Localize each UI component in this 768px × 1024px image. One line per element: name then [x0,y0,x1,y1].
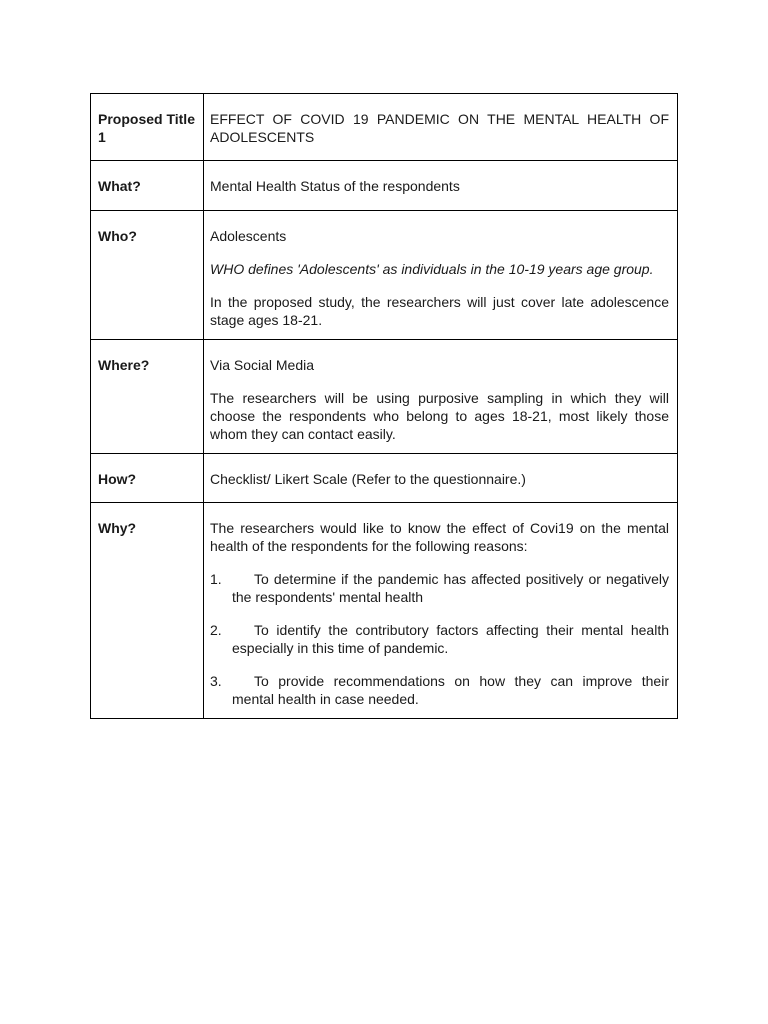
content-why [204,503,678,719]
table-row-who [91,211,678,340]
content-where [204,340,678,454]
reason-item [210,570,669,606]
label-how: How? [91,454,204,503]
reason-number: 1. [210,571,222,587]
label-why: Why? [91,503,204,719]
proposed-title-text: EFFECT OF COVID 19 PANDEMIC ON THE MENTAL HEALTH OF ADOLESCENTS [210,111,669,145]
label-where: Where? [91,340,204,454]
reason-text: To provide recommendations on how they can improve their mental health in case needed. [232,673,669,707]
who-definition: WHO defines 'Adolescents' as individuals in the 10-19 years age group. [210,261,654,277]
proposal-table [90,93,678,719]
content-proposed-title [204,94,678,161]
who-text: Adolescents [210,228,287,244]
reason-text: To identify the contributory factors affecting their mental health especially in this time of pandemic. [232,622,669,656]
who-scope: In the proposed study, the researchers will just cover late adolescence stage ages 18-21. [210,294,669,328]
reason-number: 3. [210,673,222,689]
label-what: What? [91,161,204,211]
content-who [204,211,678,340]
what-text: Mental Health Status of the respondents [210,178,460,194]
reason-item [210,672,669,708]
content-what [204,161,678,211]
table-row-what [91,161,678,211]
where-detail: The researchers will be using purposive sampling in which they will choose the respondents who belong to ages 18-21, most likely those whom they can contact easily. [210,390,669,442]
table-row-where [91,340,678,454]
reason-item [210,621,669,657]
table-row-proposed-title [91,94,678,161]
reason-text: To determine if the pandemic has affected positively or negatively the respondents' mental health [232,571,669,605]
label-proposed-title: Proposed Title 1 [91,94,204,161]
content-how [204,454,678,503]
why-intro: The researchers would like to know the effect of Covi19 on the mental health of the respondents for the following reasons: [210,520,669,554]
table-row-why [91,503,678,719]
table-row-how [91,454,678,503]
label-who: Who? [91,211,204,340]
how-text: Checklist/ Likert Scale (Refer to the questionnaire.) [210,471,526,487]
reason-number: 2. [210,622,222,638]
where-text: Via Social Media [210,357,315,373]
